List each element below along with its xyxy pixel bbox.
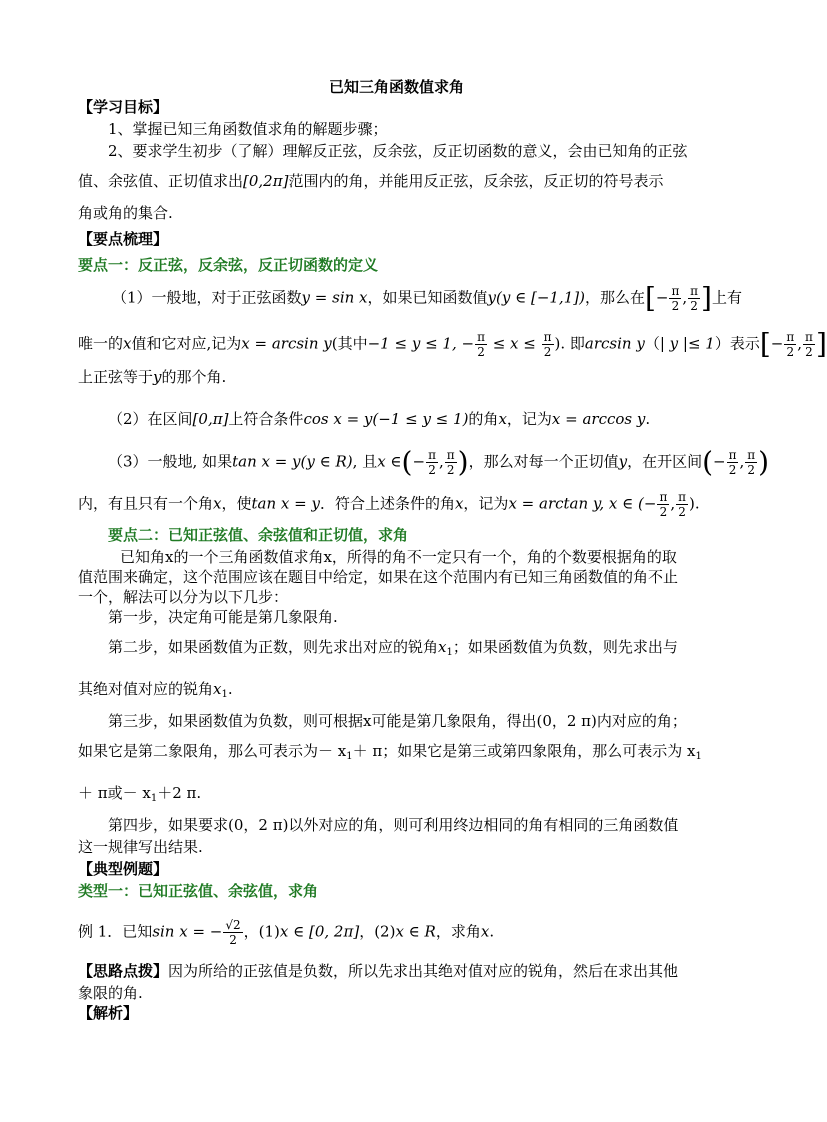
- interval-0-2pi: [0,2π]: [243, 172, 289, 190]
- example-1: 例 1．已知sin x = − $\frac{√2}{2}$ ，(1)x ∈ [0, 2π]，(2)x ∈ R，求角x.: [78, 918, 495, 947]
- goal-2a: 2、要求学生初步（了解）理解反正弦，反余弦，反正切函数的意义，会由已知角的正弦: [108, 142, 688, 160]
- point1-line2: 唯一的x值和它对应,记为x = arcsin y(其中−1 ≤ y ≤ 1, − $\frac{\pi}{2}$ ≤ x ≤ $\frac{\pi}{2}$ ). 即arcsin y（| y |≤ 1）表示[− $\frac{\pi}{2}$ , $\frac{\pi}{2}$ ]: [78, 327, 827, 361]
- page-title: 已知三角函数值求角: [328, 78, 464, 96]
- section-examples: 【典型例题】: [78, 860, 169, 878]
- point2-heading: 要点二：已知正弦值、余弦值和正切值，求角: [108, 526, 409, 544]
- goal-1: 1、掌握已知三角函数值求角的解题步骤；: [108, 120, 388, 138]
- point1-line6: 内，有且只有一个角x，使tan x = y．符合上述条件的角x，记为x = arctan y, x ∈ (− $\frac{\pi}{2}$ , $\frac{\pi}{2}$ ).: [78, 490, 700, 519]
- step-4b: 这一规律写出结果.: [78, 838, 203, 856]
- section-solution: 【解析】: [78, 1004, 139, 1022]
- point2-q2: 值范围来确定，这个范围应该在题目中给定，如果在这个范围内有已知三角函数值的角不止: [78, 568, 679, 586]
- goal-2c: 角或角的集合.: [78, 204, 173, 222]
- point1-line4: （2）在区间[0,π]上符合条件cos x = y(−1 ≤ y ≤ 1)的角x，记为x = arccos y.: [108, 410, 651, 428]
- step-2a: 第二步，如果函数值为正数，则先求出对应的锐角$x_1$；如果函数值为负数，则先求出与: [108, 638, 678, 658]
- point1-line3: 上正弦等于y的那个角.: [78, 368, 227, 386]
- step-3a: 第三步，如果函数值为负数，则可根据x可能是第几象限角，得出(0，2 π)内对应的角；: [108, 712, 687, 730]
- tip-line2: 象限的角.: [78, 984, 143, 1002]
- tip-line1: 【思路点拨】因为所给的正弦值是负数，所以先求出其绝对值对应的锐角，然后在求出其他: [78, 962, 679, 980]
- point2-q1: 已知角x的一个三角函数值求角x，所得的角不一定只有一个，角的个数要根据角的取: [120, 548, 677, 566]
- point2-q3: 一个，解法可以分为以下几步：: [78, 588, 289, 606]
- section-goals: 【学习目标】: [78, 98, 169, 116]
- step-3c: ＋ π或－ $x_1+2$ π.: [78, 784, 202, 804]
- section-review: 【要点梳理】: [78, 230, 169, 248]
- step-3b: 如果它是第二象限角，那么可表示为－ $x_1+ \pi$；如果它是第三或第四象限角，那么可表示为 $x_1$: [78, 742, 702, 762]
- point1-line5: （3）一般地, 如果tan x = y(y ∈ R), 且x ∈(− $\frac{\pi}{2}$ , $\frac{\pi}{2}$ )，那么对每一个正切值y，在开区间(− $\frac{\pi}{2}$ , $\frac{\pi}{2}$ ): [108, 445, 770, 479]
- type1-heading: 类型一：已知正弦值、余弦值，求角: [78, 882, 319, 900]
- point1-heading: 要点一：反正弦，反余弦，反正切函数的定义: [78, 256, 379, 274]
- step-4a: 第四步，如果要求(0，2 π)以外对应的角，则可利用终边相同的角有相同的三角函数值: [108, 816, 679, 834]
- step-1: 第一步，决定角可能是第几象限角.: [108, 608, 338, 626]
- point1-line1: （1）一般地，对于正弦函数y = sin x，如果已知函数值y(y ∈ [−1,1])，那么在[− $\frac{\pi}{2}$ , $\frac{\pi}{2}$ ]上有: [112, 281, 742, 315]
- goal-2b: 值、余弦值、正切值求出[0,2π]范围内的角，并能用反正弦，反余弦，反正切的符号表示: [78, 172, 664, 190]
- step-2b: 其绝对值对应的锐角$x_1$.: [78, 680, 233, 700]
